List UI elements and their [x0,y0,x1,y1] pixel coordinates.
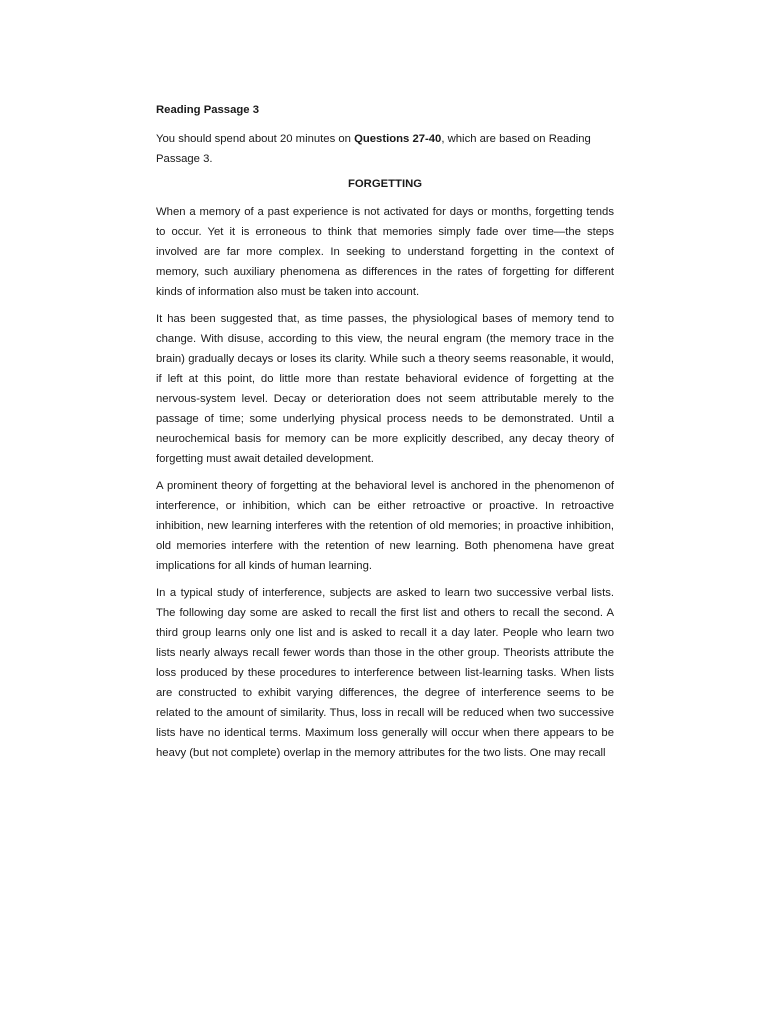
instruction-pre: You should spend about 20 minutes on [156,133,355,145]
passage-heading: Reading Passage 3 [156,104,259,116]
instruction-questions: Questions 27-40 [354,133,442,145]
paragraph-2: It has been suggested that, as time passes, the physiological bases of memory tend to change. With disuse, according to this view, the neural engram (the memory trace in the brain) gradually decays or loses its clarity. While such a theory seems reasonable, it would, if left at this point, do little more than restate behavioral evidence of forgetting at the nervous-system level. Decay or deterioration does not seem attributable merely to the passage of time; some underlying physical process needs to be demonstrated. Until a neurochemical basis for memory can be more explicitly described, any decay theory of forgetting must await detailed development. [156,313,614,465]
passage-title: FORGETTING [347,178,423,190]
instruction-post: , which are based on Reading Passage 3. [156,133,591,165]
paragraph-4: In a typical study of interference, subjects are asked to learn two successive verbal lists. The following day some are asked to recall the first list and others to recall the second. A third group learns only one list and is asked to recall it a day later. People who learn two lists nearly always recall fewer words than those in the other group. Theorists attribute the loss produced by these procedures to interference between list-learning tasks. When lists are constructed to exhibit varying differences, the degree of interference seems to be related to the amount of similarity. Thus, loss in recall will be reduced when two successive lists have no identical terms. Maximum loss generally will occur when there appears to be heavy (but not complete) overlap in the memory attributes for the two lists. One may recall [156,587,614,759]
paragraph-3: A prominent theory of forgetting at the behavioral level is anchored in the phenomenon of interference, or inhibition, which can be either retroactive or proactive. In retroactive inhibition, new learning interferes with the retention of old memories; in proactive inhibition, old memories interfere with the retention of new learning. Both phenomena have great implications for all kinds of human learning. [156,480,614,572]
instruction-text [156,129,614,169]
paragraph-1: When a memory of a past experience is not activated for days or months, forgetting tends to occur. Yet it is erroneous to think that memories simply fade over time—the steps involved are far more complex. In seeking to understand forgetting in the context of memory, such auxiliary phenomena as differences in the rates of forgetting for different kinds of information also must be taken into account. [156,206,614,298]
document-page [156,100,614,770]
